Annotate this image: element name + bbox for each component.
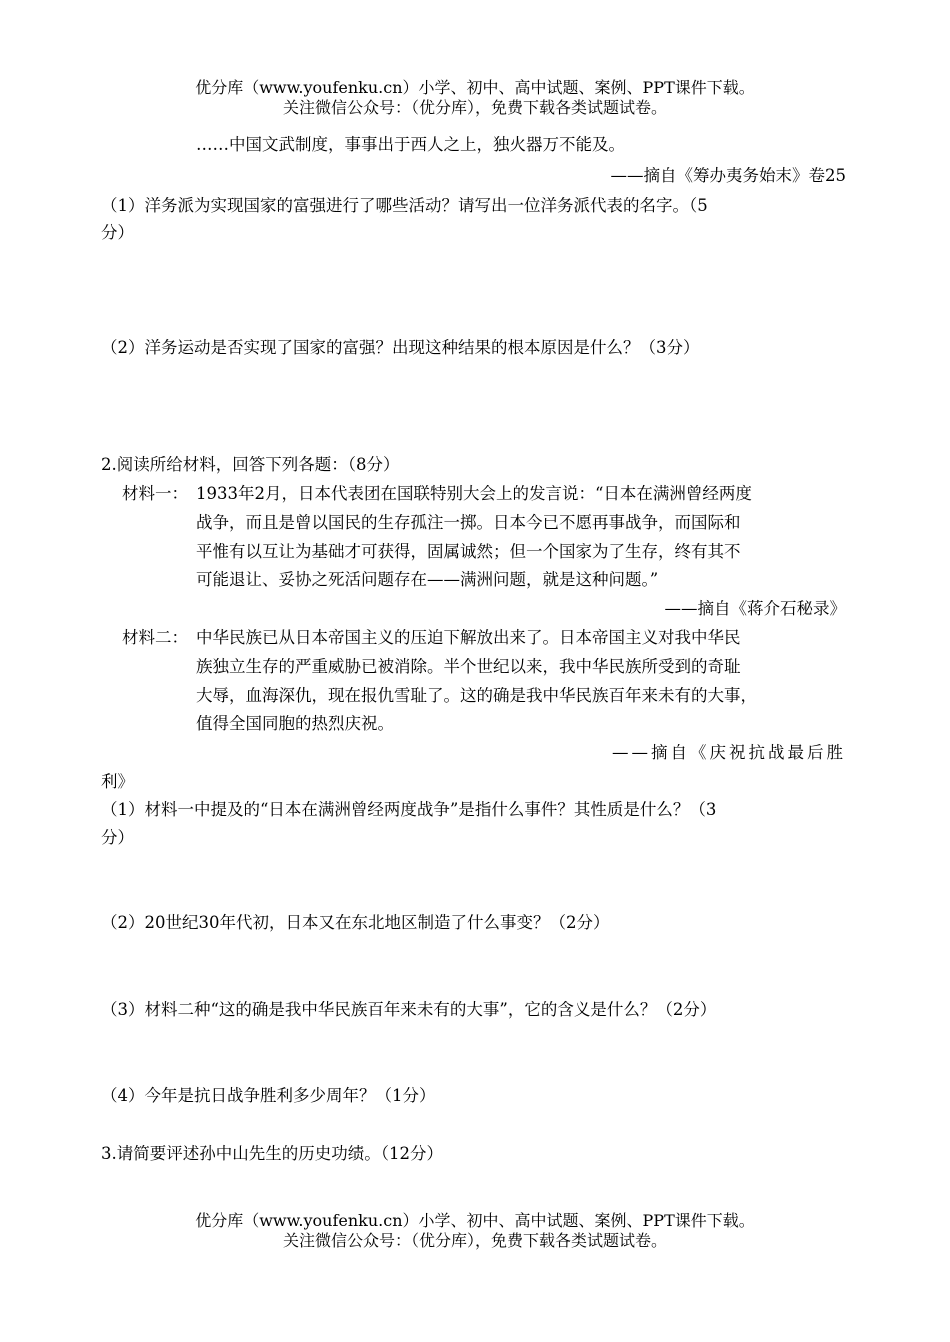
q2-sub4: （4）今年是抗日战争胜利多少周年？（1分） bbox=[101, 1086, 436, 1105]
q2-sub3: （3）材料二种“这的确是我中华民族百年来未有的大事”，它的含义是什么？（2分） bbox=[101, 1000, 717, 1019]
q1-quote-source: ——摘自《筹办夷务始末》卷25 bbox=[610, 166, 846, 185]
q2-material2-label: 材料二： bbox=[122, 628, 188, 647]
q2-sub2: （2）20世纪30年代初，日本又在东北地区制造了什么事变？（2分） bbox=[101, 913, 610, 932]
q1-quote-tail: ……中国文武制度，事事出于西人之上，独火器万不能及。 bbox=[196, 135, 625, 154]
q2-material2-line1: 中华民族已从日本帝国主义的压迫下解放出来了。日本帝国主义对我中华民 bbox=[196, 628, 741, 647]
q2-sub1-line1: （1）材料一中提及的“日本在满洲曾经两度战争”是指什么事件？其性质是什么？（3 bbox=[101, 800, 717, 819]
q3-title: 3.请简要评述孙中山先生的历史功绩。（12分） bbox=[101, 1144, 443, 1163]
q2-material2-source: ——摘自《庆祝抗战最后胜 bbox=[612, 743, 846, 762]
footer-line-2: 关注微信公众号：（优分库），免费下载各类试题试卷。 bbox=[282, 1231, 667, 1250]
q1-sub1-line1: （1）洋务派为实现国家的富强进行了哪些活动？请写出一位洋务派代表的名字。（5 bbox=[101, 196, 708, 215]
q2-material1-label: 材料一： bbox=[122, 484, 188, 503]
q2-material1-source: ——摘自《蒋介石秘录》 bbox=[664, 599, 846, 618]
q2-material2-line4: 值得全国同胞的热烈庆祝。 bbox=[196, 714, 394, 733]
q2-material1-line1: 1933年2月，日本代表团在国联特别大会上的发言说：“日本在满洲曾经两度 bbox=[196, 484, 752, 503]
q2-title: 2.阅读所给材料，回答下列各题：（8分） bbox=[101, 455, 400, 474]
q2-material2-source-wrap: 利》 bbox=[101, 772, 134, 791]
q2-material1-line4: 可能退让、妥协之死活问题存在——满洲问题，就是这种问题。” bbox=[196, 570, 659, 589]
q1-sub2: （2）洋务运动是否实现了国家的富强？出现这种结果的根本原因是什么？（3分） bbox=[101, 338, 700, 357]
q1-sub1-line2: 分） bbox=[101, 223, 134, 242]
header-line-1: 优分库（www.youfenku.cn）小学、初中、高中试题、案例、PPT课件下载。 bbox=[195, 78, 755, 97]
q2-material1-line2: 战争，而且是曾以国民的生存孤注一掷。日本今已不愿再事战争，而国际和 bbox=[196, 513, 741, 532]
q2-material2-line2: 族独立生存的严重威胁已被消除。半个世纪以来，我中华民族所受到的奇耻 bbox=[196, 657, 741, 676]
q2-material1-line3: 平惟有以互让为基础才可获得，固属诚然；但一个国家为了生存，终有其不 bbox=[196, 542, 741, 561]
q2-sub1-line2: 分） bbox=[101, 828, 134, 847]
q2-material2-line3: 大辱，血海深仇，现在报仇雪耻了。这的确是我中华民族百年来未有的大事， bbox=[196, 686, 757, 705]
header-line-2: 关注微信公众号：（优分库），免费下载各类试题试卷。 bbox=[282, 98, 667, 117]
footer-line-1: 优分库（www.youfenku.cn）小学、初中、高中试题、案例、PPT课件下载。 bbox=[195, 1211, 755, 1230]
